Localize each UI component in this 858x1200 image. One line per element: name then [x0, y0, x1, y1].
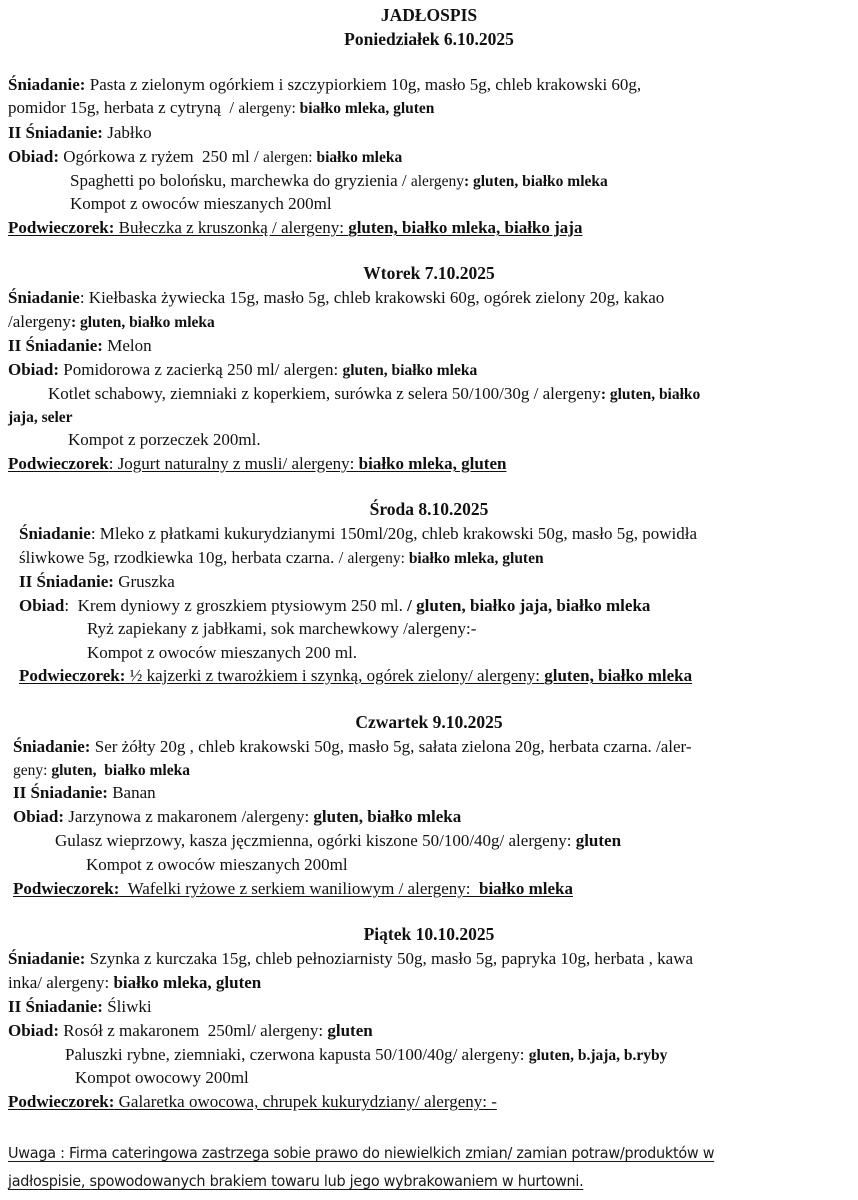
tuesday-breakfast-line2	[8, 310, 215, 334]
breakfast-label: Śniadanie	[8, 288, 80, 307]
breakfast-label: Śniadanie:	[8, 949, 86, 968]
allergens: białko mleka, gluten	[408, 550, 544, 567]
wednesday-lunch-line3: Kompot z owoców mieszanych 200 ml.	[87, 643, 358, 662]
second-breakfast-label: II Śniadanie:	[19, 572, 114, 591]
wednesday-breakfast-line1	[19, 522, 697, 545]
allergens: gluten	[575, 831, 622, 850]
tuesday-second-breakfast	[8, 334, 152, 357]
wednesday-lunch-line2: Ryż zapiekany z jabłkami, sok marchewkowy /alergeny:-	[87, 619, 477, 638]
snack-label: Podwieczorek:	[8, 218, 115, 237]
breakfast-text: Szynka z kurczaka 15g, chleb pełnoziarnisty 50g, masło 5g, papryka 10g, herbata , kawa	[85, 949, 694, 968]
day-heading-thursday: Czwartek 9.10.2025	[355, 712, 503, 732]
wednesday-breakfast-line2	[19, 546, 544, 570]
breakfast-label: Śniadanie:	[8, 75, 86, 94]
allergens: gluten, białko mleka	[51, 762, 190, 779]
monday-lunch-line2	[70, 169, 608, 193]
allergens: białko mleka, gluten	[358, 454, 507, 473]
allergen-label: alergeny:	[347, 550, 409, 567]
lunch-label: Obiad:	[13, 807, 65, 826]
breakfast-text: pomidor 15g, herbata z cytryną /	[8, 98, 239, 117]
allergen-label: alergeny	[410, 173, 464, 190]
snack-text: ½ kajzerki z twarożkiem i szynką, ogórek zielony/ alergeny:	[125, 666, 545, 685]
breakfast-text: : Kiełbaska żywiecka 15g, masło 5g, chleb krakowski 60g, ogórek zielony 20g, kakao	[79, 288, 665, 307]
lunch-label: Obiad	[19, 596, 65, 615]
allergens: gluten, białko mleka	[313, 807, 462, 826]
allergens: : gluten, białko	[600, 386, 701, 403]
thursday-breakfast-line1	[13, 735, 692, 758]
day-heading-wednesday: Środa 8.10.2025	[369, 499, 489, 519]
second-breakfast-value: Banan	[107, 783, 156, 802]
tuesday-lunch-line1	[8, 358, 477, 382]
document-title: JADŁOSPIS	[380, 5, 478, 25]
thursday-lunch-line1	[13, 805, 461, 828]
monday-second-breakfast	[8, 121, 152, 144]
second-breakfast-label: II Śniadanie:	[13, 783, 108, 802]
breakfast-text: Pasta z zielonym ogórkiem i szczypiorkiem 10g, masło 5g, chleb krakowski 60g,	[85, 75, 642, 94]
breakfast-text: śliwkowe 5g, rzodkiewka 10g, herbata czarna. /	[19, 548, 348, 567]
allergens: gluten, białko mleka	[544, 666, 693, 685]
allergens: gluten, b.jaja, b.ryby	[528, 1047, 668, 1064]
second-breakfast-label: II Śniadanie:	[8, 336, 103, 355]
lunch-label: Obiad:	[8, 147, 60, 166]
snack-text: : Jogurt naturalny z musli/ alergeny:	[108, 454, 359, 473]
lunch-text: Pomidorowa z zacierką 250 ml/ alergen:	[59, 360, 343, 379]
lunch-text: Paluszki rybne, ziemniaki, czerwona kapusta 50/100/40g/ alergeny:	[65, 1045, 529, 1064]
second-breakfast-value: Melon	[102, 336, 152, 355]
allergens: jaja, seler	[8, 409, 73, 426]
monday-breakfast-line2	[8, 96, 434, 120]
second-breakfast-value: Śliwki	[102, 997, 152, 1016]
monday-breakfast-line1	[8, 73, 641, 96]
friday-second-breakfast	[8, 995, 152, 1018]
second-breakfast-label: II Śniadanie:	[8, 123, 103, 142]
friday-breakfast-line1	[8, 947, 693, 970]
second-breakfast-value: Gruszka	[113, 572, 175, 591]
lunch-label: Obiad:	[8, 360, 60, 379]
breakfast-text: : Mleko z płatkami kukurydzianymi 150ml/20g, chleb krakowski 50g, masło 5g, powidła	[90, 524, 698, 543]
lunch-text: Ogórkowa z ryżem 250 ml /	[59, 147, 263, 166]
monday-snack	[8, 216, 582, 239]
lunch-text: Spaghetti po bolońsku, marchewka do gryzienia /	[70, 171, 411, 190]
breakfast-label: Śniadanie	[19, 524, 91, 543]
wednesday-snack	[19, 664, 692, 687]
tuesday-snack	[8, 452, 506, 475]
allergen-label: alergen:	[262, 149, 317, 166]
allergen-label: alergeny:	[238, 100, 300, 117]
note-line2: jadłospisie, spowodowanych brakiem towaru lub jego wybrakowaniem w hurtowni.	[8, 1172, 584, 1190]
allergens: gluten, białko mleka, białko jaja	[348, 218, 583, 237]
thursday-lunch-line2	[55, 829, 621, 852]
breakfast-label: Śniadanie:	[13, 737, 91, 756]
snack-text: Galaretka owocowa, chrupek kukurydziany/ alergeny: -	[114, 1092, 497, 1111]
second-breakfast-label: II Śniadanie:	[8, 997, 103, 1016]
wednesday-second-breakfast	[19, 570, 175, 593]
lunch-text: : Krem dyniowy z groszkiem ptysiowym 250 ml.	[64, 596, 408, 615]
lunch-label: Obiad:	[8, 1021, 60, 1040]
lunch-text: Rosół z makaronem 250ml/ alergeny:	[59, 1021, 328, 1040]
snack-label: Podwieczorek	[8, 454, 109, 473]
allergen-label: inka/ alergeny:	[8, 973, 114, 992]
allergen-label: /alergeny	[8, 312, 71, 331]
snack-label: Podwieczorek:	[8, 1092, 115, 1111]
friday-lunch-line2	[65, 1043, 667, 1067]
friday-breakfast-line2	[8, 971, 261, 994]
lunch-text: Gulasz wieprzowy, kasza jęczmienna, ogórki kiszone 50/100/40g/ alergeny:	[55, 831, 576, 850]
thursday-snack	[13, 877, 573, 900]
allergens: gluten, białko mleka	[342, 362, 478, 379]
thursday-lunch-line3: Kompot z owoców mieszanych 200ml	[86, 855, 348, 874]
day-heading-monday: Poniedziałek 6.10.2025	[344, 29, 514, 49]
note-line1: Uwaga : Firma cateringowa zastrzega sobie prawo do niewielkich zmian/ zamian potraw/produktów w	[8, 1144, 715, 1162]
allergen-label: geny:	[13, 762, 52, 779]
allergens: : gluten, białko mleka	[463, 173, 608, 190]
thursday-breakfast-line2	[13, 758, 190, 782]
snack-label: Podwieczorek:	[13, 879, 120, 898]
thursday-second-breakfast	[13, 781, 156, 804]
friday-lunch-line1	[8, 1019, 373, 1042]
tuesday-lunch-line2	[48, 382, 700, 406]
allergens: białko mleka, gluten	[299, 100, 435, 117]
lunch-text: Jarzynowa z makaronem /alergeny:	[64, 807, 314, 826]
friday-lunch-line3: Kompot owocowy 200ml	[75, 1068, 249, 1087]
day-heading-tuesday: Wtorek 7.10.2025	[363, 263, 495, 283]
tuesday-lunch-line2b	[8, 405, 73, 429]
snack-text: Bułeczka z kruszonką / alergeny:	[114, 218, 349, 237]
allergens: białko mleka, gluten	[113, 973, 262, 992]
day-heading-friday: Piątek 10.10.2025	[363, 924, 495, 944]
lunch-text: Kotlet schabowy, ziemniaki z koperkiem, surówka z selera 50/100/30g / alergeny	[48, 384, 601, 403]
breakfast-text: Ser żółty 20g , chleb krakowski 50g, masło 5g, sałata zielona 20g, herbata czarna. /aler-	[90, 737, 692, 756]
monday-lunch-line1	[8, 145, 402, 169]
friday-snack	[8, 1090, 497, 1113]
allergens: / gluten, białko jaja, białko mleka	[407, 596, 651, 615]
wednesday-lunch-line1	[19, 594, 650, 617]
tuesday-lunch-line3: Kompot z porzeczek 200ml.	[68, 430, 261, 449]
allergens: : gluten, białko mleka	[70, 314, 215, 331]
allergens: białko mleka	[316, 149, 403, 166]
allergens: gluten	[327, 1021, 373, 1040]
monday-lunch-line3: Kompot z owoców mieszanych 200ml	[70, 194, 332, 213]
snack-label: Podwieczorek:	[19, 666, 126, 685]
snack-text: Wafelki ryżowe z serkiem waniliowym / alergeny:	[119, 879, 479, 898]
allergens: białko mleka	[479, 879, 573, 898]
tuesday-breakfast-line1	[8, 286, 664, 309]
second-breakfast-value: Jabłko	[102, 123, 152, 142]
